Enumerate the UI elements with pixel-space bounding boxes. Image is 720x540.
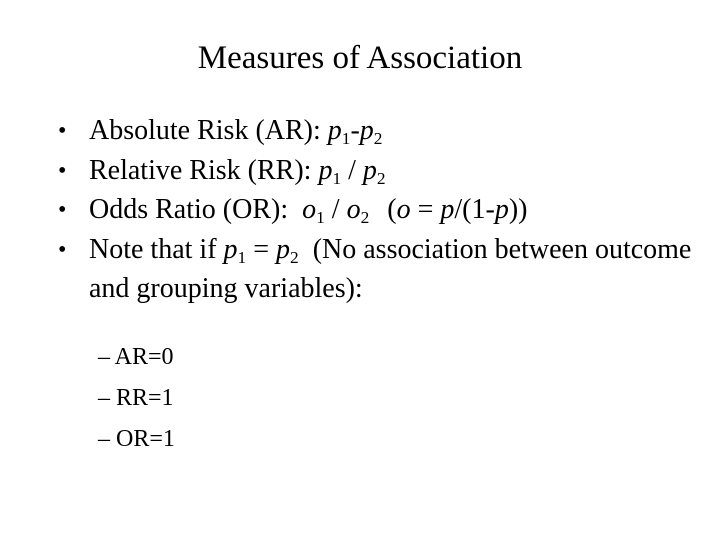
bullet-dot-icon: • [58,197,67,223]
bullet-label: Absolute Risk (AR): [89,115,328,146]
bullet-label: Odds Ratio (OR): [89,194,303,225]
symbol-o: o [396,194,411,225]
subscript-1: 1 [316,208,325,228]
symbol-p: p [440,194,455,225]
note-text: (No association between outcome and grouping variables): [89,233,699,304]
equals: = [410,194,441,225]
bullet-dot-icon: • [58,236,67,263]
subscript-1: 1 [332,168,342,188]
bullet-dot-icon: • [58,118,67,144]
paren-close: )) [508,194,528,225]
bullet-note [58,232,698,308]
slide-title: Measures of Association [197,40,523,76]
sub-bullet-list [98,337,175,460]
subscript-2: 2 [290,247,299,267]
symbol-p: p [362,154,377,186]
bullet-absolute-risk [58,113,698,153]
equals: = [246,233,277,265]
subscript-2: 2 [373,129,383,149]
slash: / [324,194,347,225]
slash: / [341,154,363,186]
bullet-relative-risk [58,153,698,193]
bullet-label: Note that if [89,233,224,265]
sub-item-ar: – AR=0 [98,344,174,370]
symbol-o: o [346,194,361,225]
subscript-1: 1 [237,247,247,267]
symbol-p: p [318,154,333,186]
subscript-2: 2 [376,168,386,188]
fraction: /(1- [454,194,495,225]
bullet-dot-icon: • [58,157,67,184]
bullet-odds-ratio [58,192,698,232]
symbol-p: p [327,115,342,146]
minus-sign: - [350,115,360,146]
bullet-list [58,113,698,308]
symbol-o: o [302,194,317,225]
paren-open: ( [387,194,397,225]
subscript-1: 1 [341,129,351,149]
symbol-p: p [223,233,238,265]
sub-item-or: – OR=1 [98,426,175,452]
symbol-p: p [359,115,374,146]
symbol-p: p [494,194,509,225]
bullet-label: Relative Risk (RR): [89,154,319,186]
subscript-2: 2 [360,208,370,228]
sub-item-rr: – RR=1 [98,385,174,411]
symbol-p: p [276,233,291,265]
